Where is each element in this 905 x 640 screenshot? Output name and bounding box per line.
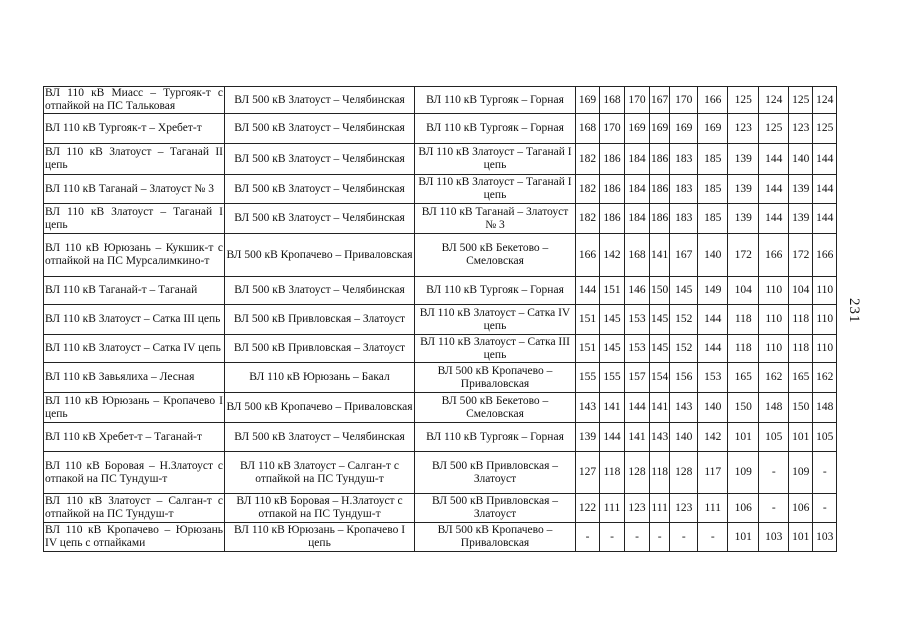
value-cell: 151 (576, 305, 600, 335)
line-name-cell: ВЛ 110 кВ Златоуст – Таганай I цепь (44, 204, 225, 234)
value-cell: 111 (600, 494, 625, 523)
value-cell: - (625, 523, 650, 552)
table-row (44, 305, 837, 335)
disconnect-1-cell: ВЛ 500 кВ Златоуст – Челябинская (225, 277, 415, 305)
disconnect-2-cell: ВЛ 110 кВ Тургояк – Горная (415, 277, 576, 305)
table-row (44, 363, 837, 393)
value-cell: 183 (670, 175, 698, 204)
value-cell: 101 (728, 523, 759, 552)
value-cell: 145 (650, 305, 670, 335)
value-cell: 109 (789, 452, 813, 494)
value-cell: 118 (728, 305, 759, 335)
value-cell: 148 (759, 393, 789, 423)
value-cell: 110 (813, 335, 837, 363)
value-cell: 165 (728, 363, 759, 393)
disconnect-2-cell: ВЛ 500 кВ Кропачево – Приваловская (415, 523, 576, 552)
value-cell: 144 (813, 144, 837, 175)
value-cell: 110 (759, 335, 789, 363)
line-name-cell: ВЛ 110 кВ Златоуст – Салган-т с отпайкой на ПС Тундуш-т (44, 494, 225, 523)
value-cell: 145 (600, 305, 625, 335)
disconnect-1-cell: ВЛ 110 кВ Боровая – Н.Златоуст с отпакой на ПС Тундуш-т (225, 494, 415, 523)
value-cell: 106 (728, 494, 759, 523)
value-cell: 141 (650, 234, 670, 277)
disconnect-2-cell: ВЛ 110 кВ Тургояк – Горная (415, 114, 576, 144)
value-cell: 144 (759, 204, 789, 234)
disconnect-1-cell: ВЛ 500 кВ Златоуст – Челябинская (225, 423, 415, 452)
value-cell: 143 (650, 423, 670, 452)
value-cell: 143 (576, 393, 600, 423)
value-cell: 124 (813, 87, 837, 114)
value-cell: 186 (600, 204, 625, 234)
value-cell: 167 (650, 87, 670, 114)
value-cell: 125 (728, 87, 759, 114)
line-name-cell: ВЛ 110 кВ Таганай – Златоуст № 3 (44, 175, 225, 204)
value-cell: 104 (789, 277, 813, 305)
value-cell: 170 (670, 87, 698, 114)
value-cell: 106 (789, 494, 813, 523)
table-row (44, 393, 837, 423)
value-cell: 182 (576, 175, 600, 204)
table-row (44, 204, 837, 234)
value-cell: 103 (813, 523, 837, 552)
value-cell: 144 (625, 393, 650, 423)
value-cell: 162 (813, 363, 837, 393)
value-cell: 104 (728, 277, 759, 305)
value-cell: 124 (759, 87, 789, 114)
value-cell: - (813, 452, 837, 494)
value-cell: 110 (813, 305, 837, 335)
value-cell: 139 (728, 144, 759, 175)
value-cell: 153 (698, 363, 728, 393)
value-cell: 118 (728, 335, 759, 363)
table-row (44, 175, 837, 204)
value-cell: 125 (789, 87, 813, 114)
value-cell: 166 (759, 234, 789, 277)
disconnect-1-cell: ВЛ 500 кВ Кропачево – Приваловская (225, 393, 415, 423)
value-cell: 185 (698, 204, 728, 234)
value-cell: 118 (789, 305, 813, 335)
disconnect-1-cell: ВЛ 110 кВ Юрюзань – Кропачево I цепь (225, 523, 415, 552)
value-cell: 183 (670, 144, 698, 175)
table-row (44, 114, 837, 144)
value-cell: 144 (698, 305, 728, 335)
value-cell: 172 (728, 234, 759, 277)
line-name-cell: ВЛ 110 кВ Боровая – Н.Златоуст с отпакой на ПС Тундуш-т (44, 452, 225, 494)
value-cell: - (759, 494, 789, 523)
value-cell: 185 (698, 175, 728, 204)
value-cell: 144 (576, 277, 600, 305)
disconnect-1-cell: ВЛ 500 кВ Златоуст – Челябинская (225, 175, 415, 204)
value-cell: - (576, 523, 600, 552)
disconnect-2-cell: ВЛ 110 кВ Златоуст – Таганай I цепь (415, 175, 576, 204)
disconnect-2-cell: ВЛ 110 кВ Златоуст – Таганай I цепь (415, 144, 576, 175)
value-cell: 141 (600, 393, 625, 423)
value-cell: 169 (650, 114, 670, 144)
value-cell: 118 (600, 452, 625, 494)
value-cell: 182 (576, 144, 600, 175)
value-cell: 186 (600, 175, 625, 204)
value-cell: 118 (789, 335, 813, 363)
value-cell: 155 (600, 363, 625, 393)
value-cell: 101 (728, 423, 759, 452)
line-name-cell: ВЛ 110 кВ Хребет-т – Таганай-т (44, 423, 225, 452)
value-cell: 168 (625, 234, 650, 277)
value-cell: 146 (625, 277, 650, 305)
value-cell: 105 (813, 423, 837, 452)
value-cell: 139 (576, 423, 600, 452)
line-name-cell: ВЛ 110 кВ Юрюзань – Кропачево I цепь (44, 393, 225, 423)
value-cell: 184 (625, 204, 650, 234)
value-cell: 141 (625, 423, 650, 452)
table-row (44, 87, 837, 114)
value-cell: 166 (698, 87, 728, 114)
disconnect-2-cell: ВЛ 110 кВ Тургояк – Горная (415, 87, 576, 114)
table-body (44, 87, 837, 552)
value-cell: 140 (698, 393, 728, 423)
value-cell: 140 (670, 423, 698, 452)
value-cell: 144 (813, 175, 837, 204)
disconnect-2-cell: ВЛ 500 кВ Привловская – Златоуст (415, 452, 576, 494)
value-cell: 139 (728, 175, 759, 204)
value-cell: 125 (813, 114, 837, 144)
value-cell: 186 (650, 144, 670, 175)
value-cell: - (600, 523, 625, 552)
value-cell: 139 (789, 204, 813, 234)
disconnect-2-cell: ВЛ 500 кВ Бекетово – Смеловская (415, 234, 576, 277)
table-row (44, 234, 837, 277)
disconnect-1-cell: ВЛ 500 кВ Златоуст – Челябинская (225, 144, 415, 175)
line-name-cell: ВЛ 110 кВ Златоуст – Сатка III цепь (44, 305, 225, 335)
value-cell: 152 (670, 335, 698, 363)
value-cell: 150 (650, 277, 670, 305)
value-cell: 169 (670, 114, 698, 144)
value-cell: 144 (813, 204, 837, 234)
value-cell: 144 (759, 175, 789, 204)
value-cell: 170 (600, 114, 625, 144)
value-cell: 123 (728, 114, 759, 144)
value-cell: 167 (670, 234, 698, 277)
value-cell: - (759, 452, 789, 494)
value-cell: 123 (789, 114, 813, 144)
line-name-cell: ВЛ 110 кВ Миасс – Тургояк-т с отпайкой на ПС Тальковая (45, 87, 223, 112)
line-name-cell: ВЛ 110 кВ Тургояк-т – Хребет-т (44, 114, 225, 144)
disconnect-1-cell: ВЛ 110 кВ Златоуст – Салган-т с отпайкой на ПС Тундуш-т (225, 452, 415, 494)
value-cell: 103 (759, 523, 789, 552)
value-cell: 151 (600, 277, 625, 305)
value-cell: 139 (728, 204, 759, 234)
value-cell: 186 (650, 175, 670, 204)
disconnect-1-cell: ВЛ 500 кВ Привловская – Златоуст (225, 335, 415, 363)
table-row (44, 452, 837, 494)
value-cell: 152 (670, 305, 698, 335)
disconnect-1-cell: ВЛ 110 кВ Юрюзань – Бакал (225, 363, 415, 393)
value-cell: 150 (789, 393, 813, 423)
disconnect-2-cell: ВЛ 500 кВ Бекетово – Смеловская (415, 393, 576, 423)
value-cell: 148 (813, 393, 837, 423)
value-cell: - (670, 523, 698, 552)
value-cell: 154 (650, 363, 670, 393)
value-cell: 166 (576, 234, 600, 277)
value-cell: 155 (576, 363, 600, 393)
disconnect-1-cell: ВЛ 500 кВ Златоуст – Челябинская (225, 204, 415, 234)
value-cell: 169 (625, 114, 650, 144)
value-cell: 162 (759, 363, 789, 393)
value-cell: 144 (698, 335, 728, 363)
value-cell: 128 (670, 452, 698, 494)
line-name-cell: ВЛ 110 кВ Таганай-т – Таганай (44, 277, 225, 305)
value-cell: 122 (576, 494, 600, 523)
value-cell: 168 (576, 114, 600, 144)
value-cell: 169 (698, 114, 728, 144)
value-cell: 123 (670, 494, 698, 523)
value-cell: 151 (576, 335, 600, 363)
line-name-cell: ВЛ 110 кВ Юрюзань – Кукшик-т с отпайкой на ПС Мурсалимкино-т (44, 234, 225, 277)
page-number: 231 (846, 298, 862, 324)
table-row (44, 523, 837, 552)
table-row (44, 494, 837, 523)
value-cell: 153 (625, 305, 650, 335)
value-cell: 184 (625, 175, 650, 204)
value-cell: 149 (698, 277, 728, 305)
value-cell: 186 (600, 144, 625, 175)
line-name-cell: ВЛ 110 кВ Златоуст – Сатка IV цепь (44, 335, 225, 363)
value-cell: 140 (789, 144, 813, 175)
value-cell: 153 (625, 335, 650, 363)
table-row (44, 335, 837, 363)
value-cell: - (813, 494, 837, 523)
value-cell: 166 (813, 234, 837, 277)
value-cell: 142 (698, 423, 728, 452)
line-name-cell: ВЛ 110 кВ Завьялиха – Лесная (44, 363, 225, 393)
limits-table (43, 86, 837, 552)
value-cell: 145 (600, 335, 625, 363)
value-cell: 168 (600, 87, 625, 114)
line-name-cell: ВЛ 110 кВ Кропачево – Юрюзань IV цепь с отпайками (44, 523, 225, 552)
value-cell: 186 (650, 204, 670, 234)
value-cell: 101 (789, 423, 813, 452)
value-cell: 128 (625, 452, 650, 494)
disconnect-1-cell: ВЛ 500 кВ Златоуст – Челябинская (225, 87, 415, 114)
value-cell: 105 (759, 423, 789, 452)
value-cell: 165 (789, 363, 813, 393)
table-row (44, 277, 837, 305)
value-cell: 111 (698, 494, 728, 523)
table-row (44, 144, 837, 175)
value-cell: 140 (698, 234, 728, 277)
disconnect-2-cell: ВЛ 110 кВ Таганай – Златоуст № 3 (415, 204, 576, 234)
value-cell: 139 (789, 175, 813, 204)
value-cell: 184 (625, 144, 650, 175)
disconnect-1-cell: ВЛ 500 кВ Златоуст – Челябинская (225, 114, 415, 144)
value-cell: 141 (650, 393, 670, 423)
disconnect-1-cell: ВЛ 500 кВ Привловская – Златоуст (225, 305, 415, 335)
value-cell: 182 (576, 204, 600, 234)
value-cell: 144 (600, 423, 625, 452)
value-cell: 143 (670, 393, 698, 423)
value-cell: 156 (670, 363, 698, 393)
value-cell: 111 (650, 494, 670, 523)
value-cell: 144 (759, 144, 789, 175)
value-cell: 170 (625, 87, 650, 114)
value-cell: 101 (789, 523, 813, 552)
value-cell: 172 (789, 234, 813, 277)
value-cell: 109 (728, 452, 759, 494)
disconnect-2-cell: ВЛ 110 кВ Златоуст – Сатка IV цепь (415, 305, 576, 335)
disconnect-2-cell: ВЛ 500 кВ Привловская – Златоуст (415, 494, 576, 523)
value-cell: 127 (576, 452, 600, 494)
line-name-cell: ВЛ 110 кВ Златоуст – Таганай II цепь (44, 144, 225, 175)
value-cell: 117 (698, 452, 728, 494)
disconnect-2-cell: ВЛ 500 кВ Кропачево – Приваловская (415, 363, 576, 393)
disconnect-2-cell: ВЛ 110 кВ Златоуст – Сатка III цепь (415, 335, 576, 363)
value-cell: 145 (670, 277, 698, 305)
value-cell: 118 (650, 452, 670, 494)
value-cell: - (698, 523, 728, 552)
value-cell: 157 (625, 363, 650, 393)
value-cell: 110 (759, 277, 789, 305)
table-row (44, 423, 837, 452)
disconnect-1-cell: ВЛ 500 кВ Кропачево – Приваловская (225, 234, 415, 277)
disconnect-2-cell: ВЛ 110 кВ Тургояк – Горная (415, 423, 576, 452)
value-cell: 150 (728, 393, 759, 423)
value-cell: 123 (625, 494, 650, 523)
value-cell: - (650, 523, 670, 552)
value-cell: 125 (759, 114, 789, 144)
value-cell: 183 (670, 204, 698, 234)
value-cell: 145 (650, 335, 670, 363)
value-cell: 110 (813, 277, 837, 305)
value-cell: 169 (576, 87, 600, 114)
value-cell: 142 (600, 234, 625, 277)
value-cell: 110 (759, 305, 789, 335)
value-cell: 185 (698, 144, 728, 175)
